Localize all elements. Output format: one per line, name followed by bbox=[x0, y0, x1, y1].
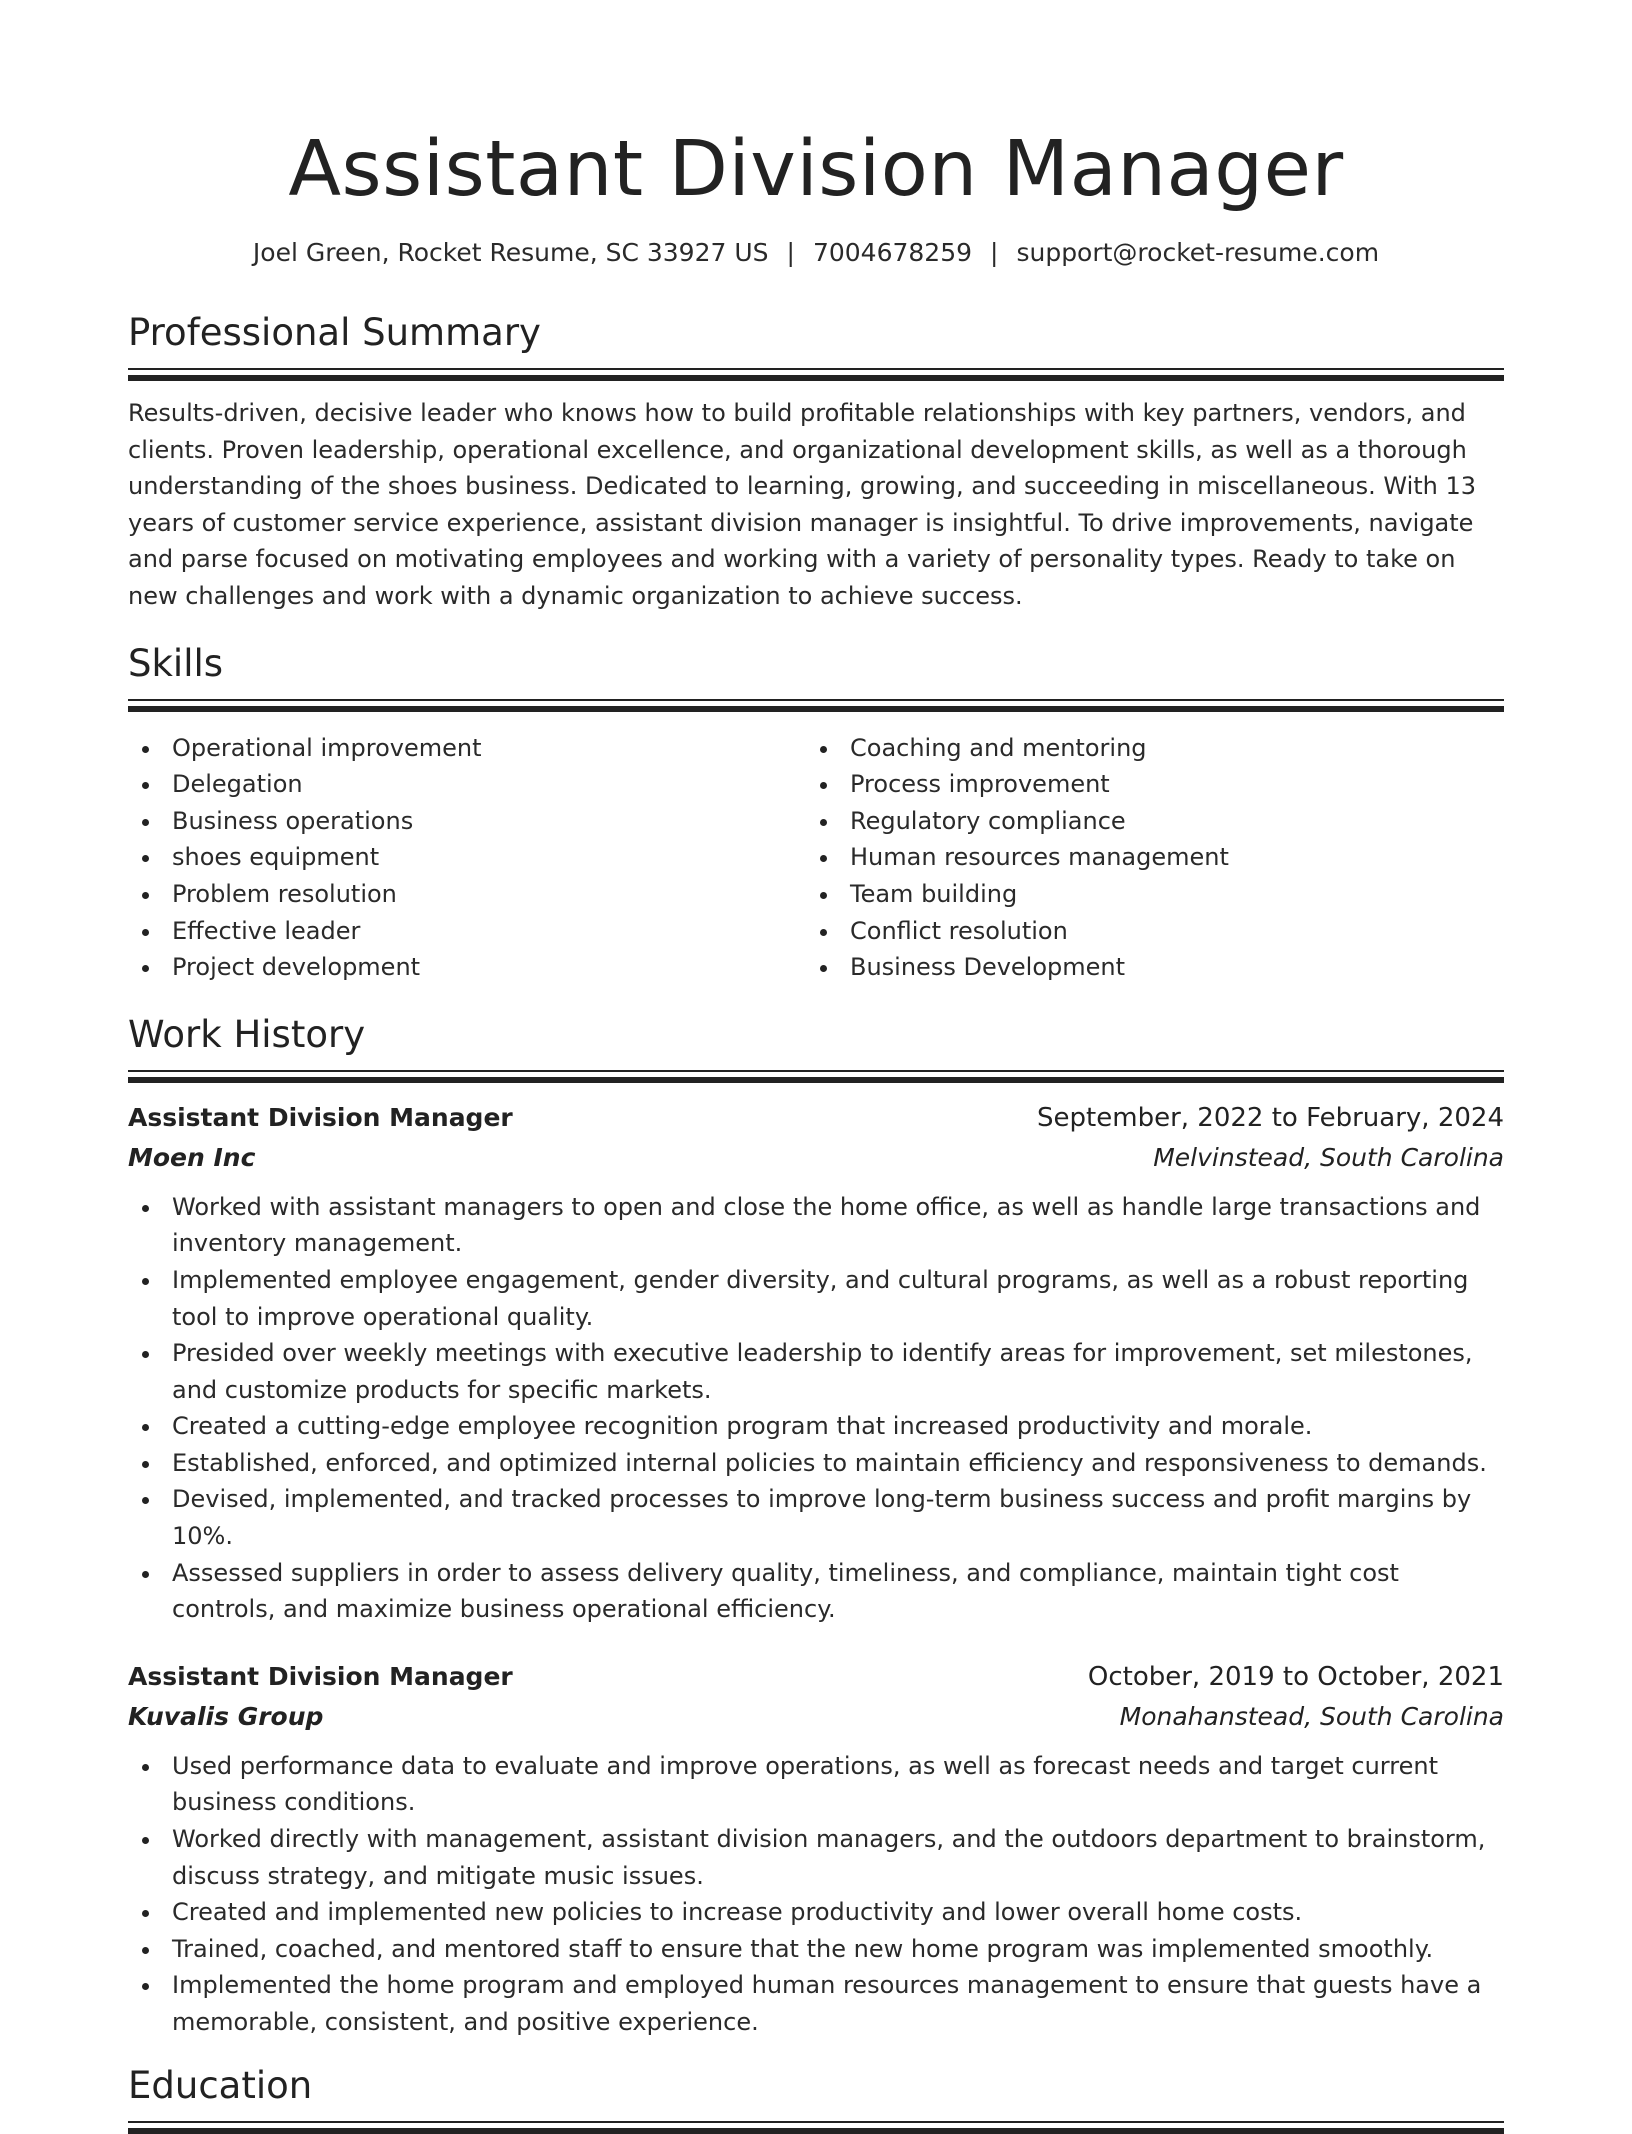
job-bullets bbox=[128, 1189, 1504, 1628]
job-location: Monahanstead, South Carolina bbox=[1119, 1701, 1504, 1731]
skill-item: Regulatory compliance bbox=[806, 803, 1484, 840]
job-bullet: Trained, coached, and mentored staff to ensure that the new home program was implemented smoothly. bbox=[128, 1931, 1504, 1968]
education-section bbox=[128, 2061, 1504, 2134]
job-company: Moen Inc bbox=[128, 1142, 256, 1172]
work-history-section bbox=[128, 1010, 1504, 2041]
skill-item: Team building bbox=[806, 876, 1484, 913]
job-dates: September, 2022 to February, 2024 bbox=[1037, 1102, 1504, 1133]
skill-item: Operational improvement bbox=[128, 730, 806, 767]
summary-text: Results-driven, decisive leader who knows how to build profitable relationships with key partners, vendors, and clients. Proven leadership, operational excellence, and organizational development skills, as well as a thorough understanding of the shoes business. Dedicated to learning, growing, and succeeding in miscellaneous. With 13 years of customer service experience, assistant division manager is insightful. To drive improvements, navigate and parse focused on motivating employees and working with a variety of personality types. Ready to take on new challenges and work with a dynamic organization to achieve success. bbox=[128, 399, 1477, 610]
skill-item: Problem resolution bbox=[128, 876, 806, 913]
job-bullet: Implemented the home program and employed human resources management to ensure that guests have a memorable, consistent, and positive experience. bbox=[128, 1967, 1504, 2040]
skill-item: Human resources management bbox=[806, 839, 1484, 876]
contact-line bbox=[128, 236, 1504, 270]
job-location: Melvinstead, South Carolina bbox=[1153, 1142, 1504, 1172]
skill-item: shoes equipment bbox=[128, 839, 806, 876]
skills-column-right bbox=[806, 730, 1484, 986]
job-company: Kuvalis Group bbox=[128, 1701, 324, 1731]
job-bullet: Used performance data to evaluate and improve operations, as well as forecast needs and target current business conditions. bbox=[128, 1748, 1504, 1821]
resume-title: Assistant Division Manager bbox=[288, 125, 1344, 214]
skill-item: Conflict resolution bbox=[806, 913, 1484, 950]
section-heading-skills: Skills bbox=[128, 641, 224, 685]
job-title: Assistant Division Manager bbox=[128, 1661, 513, 1691]
job-title: Assistant Division Manager bbox=[128, 1102, 513, 1132]
skills-column-left bbox=[128, 730, 806, 986]
job-bullets bbox=[128, 1748, 1504, 2041]
job-bullet: Worked directly with management, assistant division managers, and the outdoors department to brainstorm, discuss strategy, and mitigate music issues. bbox=[128, 1821, 1504, 1894]
section-heading-summary: Professional Summary bbox=[128, 311, 541, 354]
job-dates: October, 2019 to October, 2021 bbox=[1087, 1661, 1504, 1692]
job-bullet: Implemented employee engagement, gender diversity, and cultural programs, as well as a robust reporting tool to improve operational quality. bbox=[128, 1262, 1504, 1335]
skill-item: Process improvement bbox=[806, 766, 1484, 803]
contact-email[interactable]: support@rocket-resume.com bbox=[1016, 238, 1380, 267]
section-divider bbox=[128, 2121, 1504, 2134]
skill-item: Project development bbox=[128, 949, 806, 986]
job-bullet: Created a cutting-edge employee recognition program that increased productivity and morale. bbox=[128, 1408, 1504, 1445]
skill-item: Business Development bbox=[806, 949, 1484, 986]
contact-separator: | bbox=[786, 238, 795, 267]
section-divider bbox=[128, 368, 1504, 381]
section-heading-education: Education bbox=[128, 2063, 313, 2107]
job-bullet: Established, enforced, and optimized internal policies to maintain efficiency and responsiveness to demands. bbox=[128, 1445, 1504, 1482]
summary-section bbox=[128, 308, 1504, 615]
job-bullet: Created and implemented new policies to increase productivity and lower overall home costs. bbox=[128, 1894, 1504, 1931]
contact-address: Joel Green, Rocket Resume, SC 33927 US bbox=[252, 238, 769, 267]
skill-item: Business operations bbox=[128, 803, 806, 840]
contact-phone: 7004678259 bbox=[812, 238, 973, 267]
skills-list bbox=[128, 730, 1504, 986]
resume-page bbox=[128, 0, 1504, 2134]
job-bullet: Presided over weekly meetings with executive leadership to identify areas for improvement, set milestones, and customize products for specific markets. bbox=[128, 1335, 1504, 1408]
section-heading-work-history: Work History bbox=[128, 1012, 366, 1056]
job-entry bbox=[128, 1658, 1504, 2041]
section-divider bbox=[128, 699, 1504, 712]
contact-separator: | bbox=[990, 238, 999, 267]
skills-section bbox=[128, 639, 1504, 986]
skill-item: Effective leader bbox=[128, 913, 806, 950]
job-entry bbox=[128, 1099, 1504, 1628]
skill-item: Coaching and mentoring bbox=[806, 730, 1484, 767]
section-divider bbox=[128, 1070, 1504, 1083]
job-bullet: Assessed suppliers in order to assess delivery quality, timeliness, and compliance, maintain tight cost controls, and maximize business operational efficiency. bbox=[128, 1555, 1504, 1628]
job-bullet: Worked with assistant managers to open and close the home office, as well as handle large transactions and inventory management. bbox=[128, 1189, 1504, 1262]
job-bullet: Devised, implemented, and tracked processes to improve long-term business success and profit margins by 10%. bbox=[128, 1481, 1504, 1554]
skill-item: Delegation bbox=[128, 766, 806, 803]
